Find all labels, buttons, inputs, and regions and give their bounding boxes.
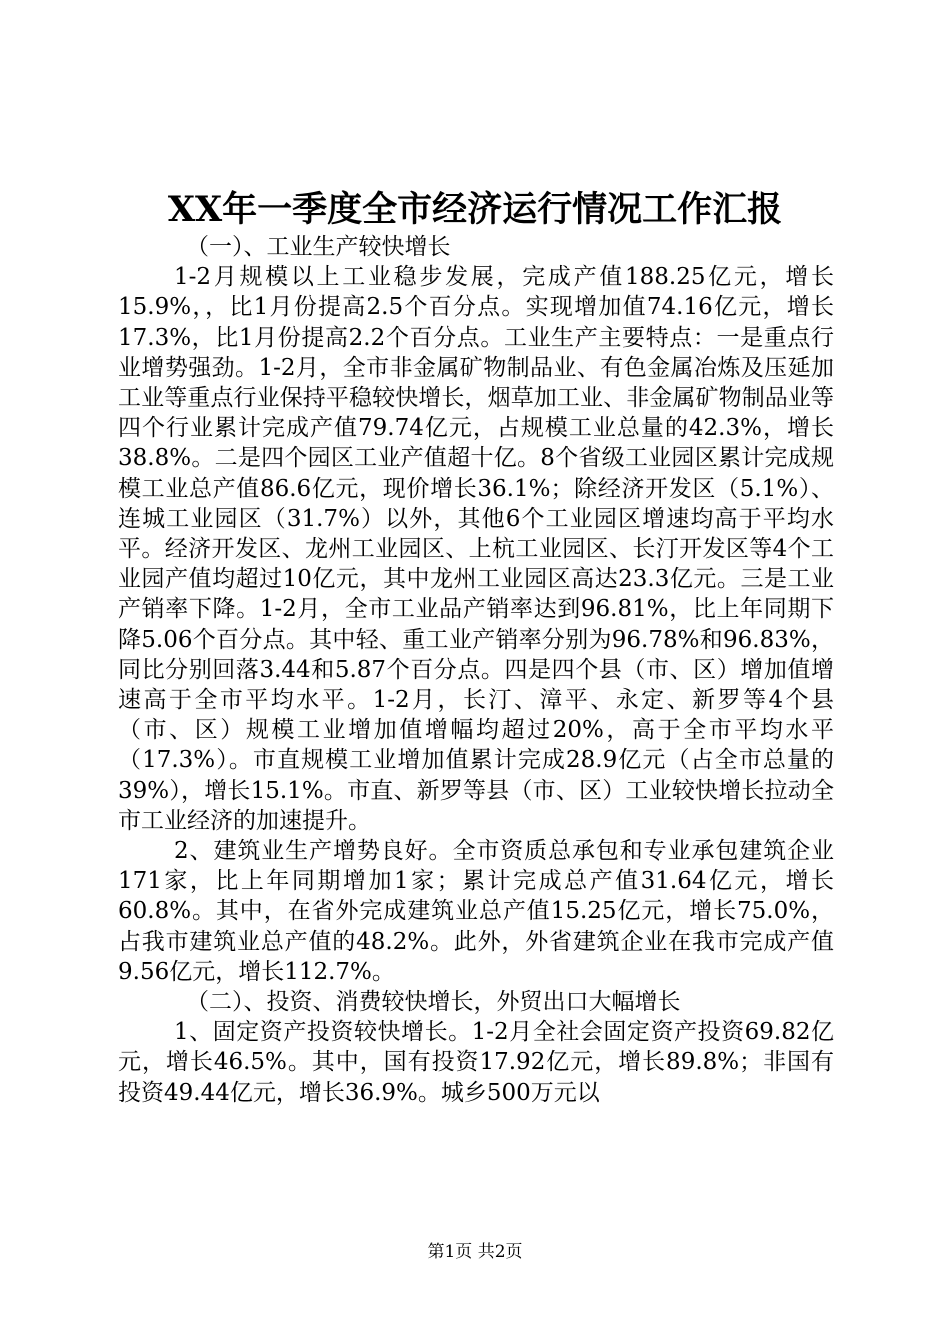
section-heading-investment: （二）、投资、消费较快增长，外贸出口大幅增长 (186, 989, 681, 1016)
page-footer: 第1页 共2页 (427, 1242, 523, 1262)
document-title: XX年一季度全市经济运行情况工作汇报 (167, 189, 783, 230)
document-body (118, 232, 834, 1108)
section-heading-industry: （一）、工业生产较快增长 (186, 234, 451, 260)
paragraph-industry: 1-2月规模以上工业稳步发展，完成产值188.25亿元，增长15.9%，，比1月份提高2.5个百分点。实现增加值74.16亿元，增长17.3%，比1月份提高2.2个百分点。工业生产主要特点：一是重点行业增势强劲。1-2月，全市非金属矿物制品业、有色金属冶炼及压延加工业等重点行业保持平稳较快增长，烟草加工业、非金属矿物制品业等四个行业累计完成产值79.74亿元，占规模工业总量的42.3%，增长38.8%。二是四个园区工业产值超十亿。8个省级工业园区累计完成规模工业总产值86.6亿元，现价增长36.1%；除经济开发区（5.1%）、连城工业园区（31.7%）以外，其他6个工业园区增速均高于平均水平。经济开发区、龙州工业园区、上杭工业园区、长汀开发区等4个工业园产值均超过10亿元，其中龙州工业园区高达23.3亿元。三是工业产销率下降。1-2月，全市工业品产销率达到96.81%，比上年同期下降5.06个百分点。其中轻、重工业产销率分别为96.78%和96.83%，同比分别回落3.44和5.87个百分点。四是四个县（市、区）增加值增速高于全市平均水平。1-2月，长汀、漳平、永定、新罗等4个县（市、区）规模工业增加值增幅均超过20%，高于全市平均水平（17.3%）。市直规模工业增加值累计完成28.9亿元（占全市总量的39%），增长15.1%。市直、新罗等县（市、区）工业较快增长拉动全市工业经济的加速提升。 (118, 264, 834, 834)
paragraph-construction: 2、建筑业生产增势良好。全市资质总承包和专业承包建筑企业171家，比上年同期增加1家；累计完成总产值31.64亿元，增长60.8%。其中，在省外完成建筑业总产值15.25亿元，增长75.0%，占我市建筑业总产值的48.2%。此外，外省建筑企业在我市完成产值9.56亿元，增长112.7%。 (118, 838, 834, 985)
paragraph-fixed-asset-investment: 1、固定资产投资较快增长。1-2月全社会固定资产投资69.82亿元，增长46.5%。其中，国有投资17.92亿元，增长89.8%；非国有投资49.44亿元，增长36.9%。城乡500万元以 (118, 1019, 834, 1106)
